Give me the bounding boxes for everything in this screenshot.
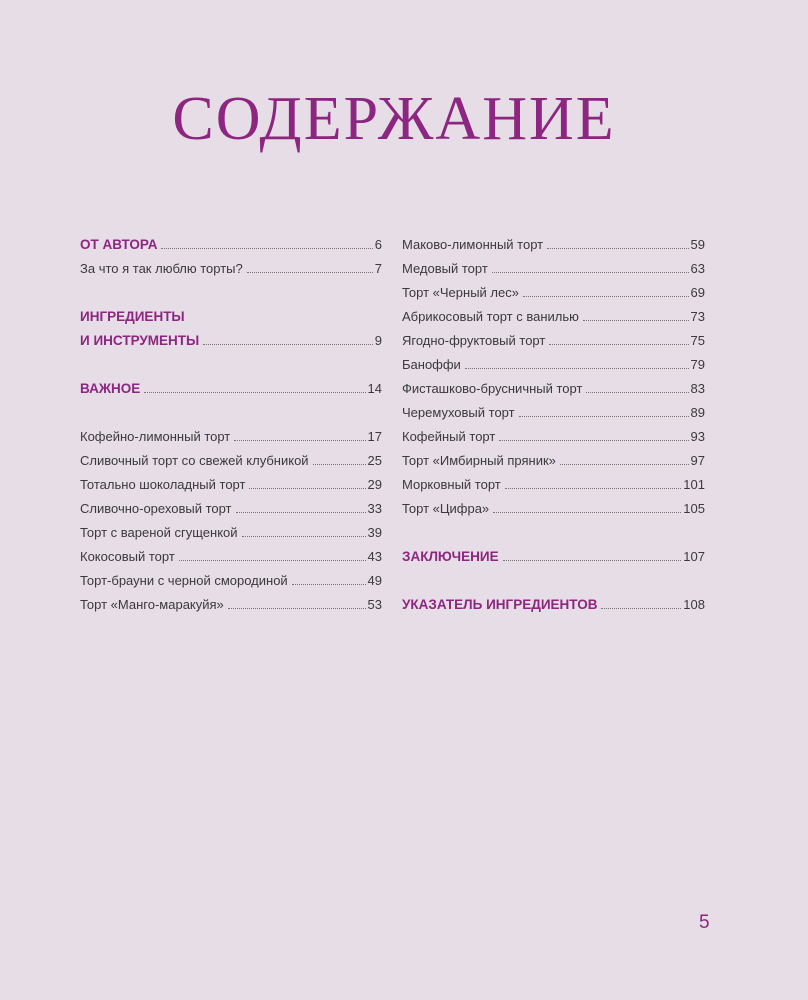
toc-entry-label: Черемуховый торт bbox=[402, 405, 515, 420]
toc-entry-page: 93 bbox=[690, 429, 705, 444]
toc-entry-label: Маково-лимонный торт bbox=[402, 237, 544, 252]
toc-entry-label: Медовый торт bbox=[402, 261, 488, 276]
toc-entry-page: 83 bbox=[690, 381, 705, 396]
toc-entry[interactable] bbox=[402, 403, 705, 423]
dot-leader bbox=[505, 487, 682, 489]
dot-leader bbox=[249, 487, 365, 489]
toc-entry-page: 43 bbox=[367, 549, 382, 564]
dot-leader bbox=[503, 559, 682, 561]
toc-entry[interactable] bbox=[80, 427, 382, 447]
toc-entry-label: Баноффи bbox=[402, 357, 461, 372]
toc-entry-label: Абрикосовый торт с ванилью bbox=[402, 309, 579, 324]
toc-entry-label: Кофейно-лимонный торт bbox=[80, 429, 231, 444]
toc-entry[interactable] bbox=[402, 307, 705, 327]
toc-entry-page: 97 bbox=[690, 453, 705, 468]
dot-leader bbox=[313, 463, 366, 465]
toc-entry-label: Торт-брауни с черной смородиной bbox=[80, 573, 288, 588]
toc-entry[interactable] bbox=[80, 571, 382, 591]
toc-entry-page: 89 bbox=[690, 405, 705, 420]
toc-entry-label: Торт «Черный лес» bbox=[402, 285, 519, 300]
dot-leader bbox=[583, 319, 689, 321]
toc-entry-label: Тотально шоколадный торт bbox=[80, 477, 246, 492]
toc-entry[interactable] bbox=[402, 451, 705, 471]
dot-leader bbox=[292, 583, 366, 585]
toc-entry-label: ОТ АВТОРА bbox=[80, 237, 158, 252]
toc-entry-label: Фисташково-брусничный торт bbox=[402, 381, 583, 396]
toc-entry-page: 105 bbox=[683, 501, 705, 516]
toc-entry[interactable] bbox=[402, 259, 705, 279]
dot-leader bbox=[560, 463, 689, 465]
dot-leader bbox=[247, 271, 373, 273]
toc-entry-important[interactable] bbox=[80, 379, 382, 399]
toc-entry-page: 29 bbox=[367, 477, 382, 492]
toc-entry[interactable] bbox=[80, 475, 382, 495]
toc-entry-page: 49 bbox=[367, 573, 382, 588]
toc-entry-page: 9 bbox=[374, 333, 382, 348]
toc-entry-why-love[interactable] bbox=[80, 259, 382, 279]
toc-entry-label: ЗАКЛЮЧЕНИЕ bbox=[402, 549, 499, 564]
toc-entry-label: Ягодно-фруктовый торт bbox=[402, 333, 546, 348]
toc-entry-page: 108 bbox=[683, 597, 705, 612]
dot-leader bbox=[549, 343, 688, 345]
toc-entry-label: ВАЖНОЕ bbox=[80, 381, 141, 396]
toc-entry-label: Торт с вареной сгущенкой bbox=[80, 525, 238, 540]
toc-entry-page: 6 bbox=[374, 237, 382, 252]
toc-entry-page: 39 bbox=[367, 525, 382, 540]
dot-leader bbox=[236, 511, 366, 513]
toc-entry[interactable] bbox=[402, 283, 705, 303]
toc-entry[interactable] bbox=[402, 355, 705, 375]
dot-leader bbox=[144, 391, 365, 393]
toc-entry-label: И ИНСТРУМЕНТЫ bbox=[80, 333, 200, 348]
toc-entry-page: 59 bbox=[690, 237, 705, 252]
toc-entry-page: 53 bbox=[367, 597, 382, 612]
toc-entry[interactable] bbox=[402, 379, 705, 399]
toc-entry-label: Торт «Манго-маракуйя» bbox=[80, 597, 224, 612]
toc-entry-conclusion[interactable] bbox=[402, 547, 705, 567]
page-number: 5 bbox=[699, 912, 710, 933]
dot-leader bbox=[234, 439, 365, 441]
toc-entry[interactable] bbox=[402, 475, 705, 495]
toc-entry-page: 63 bbox=[690, 261, 705, 276]
toc-entry-label: За что я так люблю торты? bbox=[80, 261, 243, 276]
page-title: СОДЕРЖАНИЕ bbox=[172, 85, 616, 153]
toc-entry[interactable] bbox=[402, 235, 705, 255]
toc-entry[interactable] bbox=[402, 331, 705, 351]
toc-entry-page: 7 bbox=[374, 261, 382, 276]
dot-leader bbox=[161, 247, 372, 249]
dot-leader bbox=[547, 247, 688, 249]
toc-entry-page: 14 bbox=[367, 381, 382, 396]
toc-entry-label: Кокосовый торт bbox=[80, 549, 175, 564]
toc-entry-page: 69 bbox=[690, 285, 705, 300]
dot-leader bbox=[586, 391, 688, 393]
dot-leader bbox=[493, 511, 681, 513]
toc-entry[interactable] bbox=[80, 547, 382, 567]
toc-entry-page: 75 bbox=[690, 333, 705, 348]
dot-leader bbox=[228, 607, 366, 609]
toc-entry-page: 33 bbox=[367, 501, 382, 516]
toc-entry-from-author[interactable] bbox=[80, 235, 382, 255]
toc-entry[interactable] bbox=[402, 427, 705, 447]
toc-entry-label: Торт «Имбирный пряник» bbox=[402, 453, 556, 468]
dot-leader bbox=[203, 343, 373, 345]
toc-entry[interactable] bbox=[402, 499, 705, 519]
toc-entry-page: 25 bbox=[367, 453, 382, 468]
dot-leader bbox=[499, 439, 688, 441]
toc-entry[interactable] bbox=[80, 523, 382, 543]
dot-leader bbox=[601, 607, 681, 609]
toc-entry-page: 101 bbox=[683, 477, 705, 492]
toc-entry-label: Сливочный торт со свежей клубникой bbox=[80, 453, 309, 468]
toc-entry-ingredients[interactable] bbox=[80, 331, 382, 351]
dot-leader bbox=[519, 415, 689, 417]
toc-entry-label: Сливочно-ореховый торт bbox=[80, 501, 232, 516]
toc-entry-label: УКАЗАТЕЛЬ ИНГРЕДИЕНТОВ bbox=[402, 597, 598, 612]
dot-leader bbox=[492, 271, 689, 273]
toc-entry-page: 79 bbox=[690, 357, 705, 372]
toc-entry-label: Морковный торт bbox=[402, 477, 501, 492]
toc-entry-label: Кофейный торт bbox=[402, 429, 496, 444]
dot-leader bbox=[179, 559, 366, 561]
toc-entry-page: 17 bbox=[367, 429, 382, 444]
dot-leader bbox=[523, 295, 689, 297]
toc-entry[interactable] bbox=[80, 595, 382, 615]
toc-entry[interactable] bbox=[80, 451, 382, 471]
toc-entry[interactable] bbox=[80, 499, 382, 519]
toc-entry-page: 73 bbox=[690, 309, 705, 324]
toc-entry-label: Торт «Цифра» bbox=[402, 501, 490, 516]
toc-entry-ingredient-index[interactable] bbox=[402, 595, 705, 615]
toc-entry-page: 107 bbox=[683, 549, 705, 564]
toc-section-ingredients-line1: ИНГРЕДИЕНТЫ bbox=[80, 309, 185, 324]
dot-leader bbox=[465, 367, 689, 369]
dot-leader bbox=[242, 535, 366, 537]
